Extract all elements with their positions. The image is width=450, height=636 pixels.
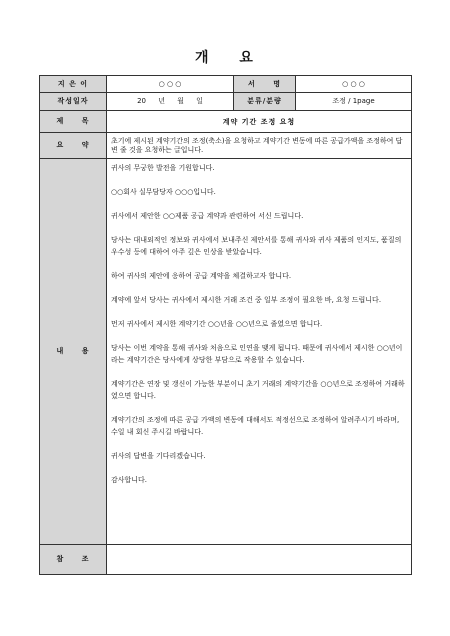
category-value: 조정 / 1page	[296, 93, 412, 111]
subject-row	[40, 111, 412, 133]
category-label: 분류/분량	[234, 93, 296, 111]
body-paragraph: 당사는 대내외적인 정보와 귀사에서 보내주신 제안서를 통해 귀사와 귀사 제품의 인지도, 품질의 우수성 등에 대하여 아주 깊은 인상을 받았습니다.	[111, 236, 404, 256]
content-body	[107, 159, 412, 545]
date-value: 20 년 월 일	[107, 93, 234, 111]
body-paragraph: 먼저 귀사에서 제시한 계약기간 ○○년을 ○○년으로 줄였으면 합니다.	[111, 320, 323, 328]
author-row	[40, 76, 412, 93]
summary-value: 초기에 제시된 계약기간의 조정(축소)을 요청하고 계약기간 변동에 따른 공급가액을 조정하여 답변 줄 것을 요청하는 글입니다.	[107, 133, 412, 159]
subject-value: 계약 기간 조정 요청	[107, 111, 412, 133]
body-paragraph: 계약기간의 조정에 따른 공급 가액의 변동에 대해서도 적정선으로 조정하여 알려주시기 바라며, 수일 내 회신 주시길 바랍니다.	[111, 416, 402, 436]
body-paragraph: 귀사에서 제안한 ○○제품 공급 계약과 관련하여 서신 드립니다.	[111, 212, 304, 220]
body-paragraph: 당사는 이번 계약을 통해 귀사와 처음으로 인연을 맺게 됩니다. 때문에 귀사에서 제시한 ○○년이라는 계약기간은 당사에게 상당한 부담으로 작용할 수 있습니다.	[111, 344, 403, 364]
subject-label: 제 목	[40, 111, 107, 133]
author-label: 지 은 이	[40, 76, 107, 93]
body-paragraph: ○○회사 실무담당자 ○○○입니다.	[111, 188, 216, 196]
reference-row	[40, 545, 412, 575]
content-label: 내 용	[40, 159, 107, 545]
date-row	[40, 93, 412, 111]
content-row	[40, 159, 412, 545]
summary-row	[40, 133, 412, 159]
body-paragraph: 귀사의 무궁한 발전을 기원합니다.	[111, 164, 215, 172]
author-value: ○ ○ ○	[107, 76, 234, 93]
reference-value	[107, 545, 412, 575]
signature-value: ○ ○ ○	[296, 76, 412, 93]
body-paragraph: 계약에 앞서 당사는 귀사에서 제시한 거래 조건 중 일부 조정이 필요한 바, 요청 드립니다.	[111, 296, 382, 304]
body-paragraph: 감사합니다.	[111, 476, 148, 484]
document-title: 개 요	[195, 50, 255, 66]
signature-label: 서 명	[234, 76, 296, 93]
summary-form-table	[39, 75, 412, 575]
reference-label: 참 조	[40, 545, 107, 575]
summary-label: 요 약	[40, 133, 107, 159]
body-paragraph: 하여 귀사의 제안에 응하여 공급 계약을 체결하고자 합니다.	[111, 272, 292, 280]
body-paragraph: 계약기간은 연장 및 갱신이 가능한 부분이니 초기 거래의 계약기간을 ○○년으로 조정하여 거래하였으면 합니다.	[111, 380, 405, 400]
date-label: 작성일자	[40, 93, 107, 111]
body-paragraph: 귀사의 답변을 기다리겠습니다.	[111, 452, 206, 460]
